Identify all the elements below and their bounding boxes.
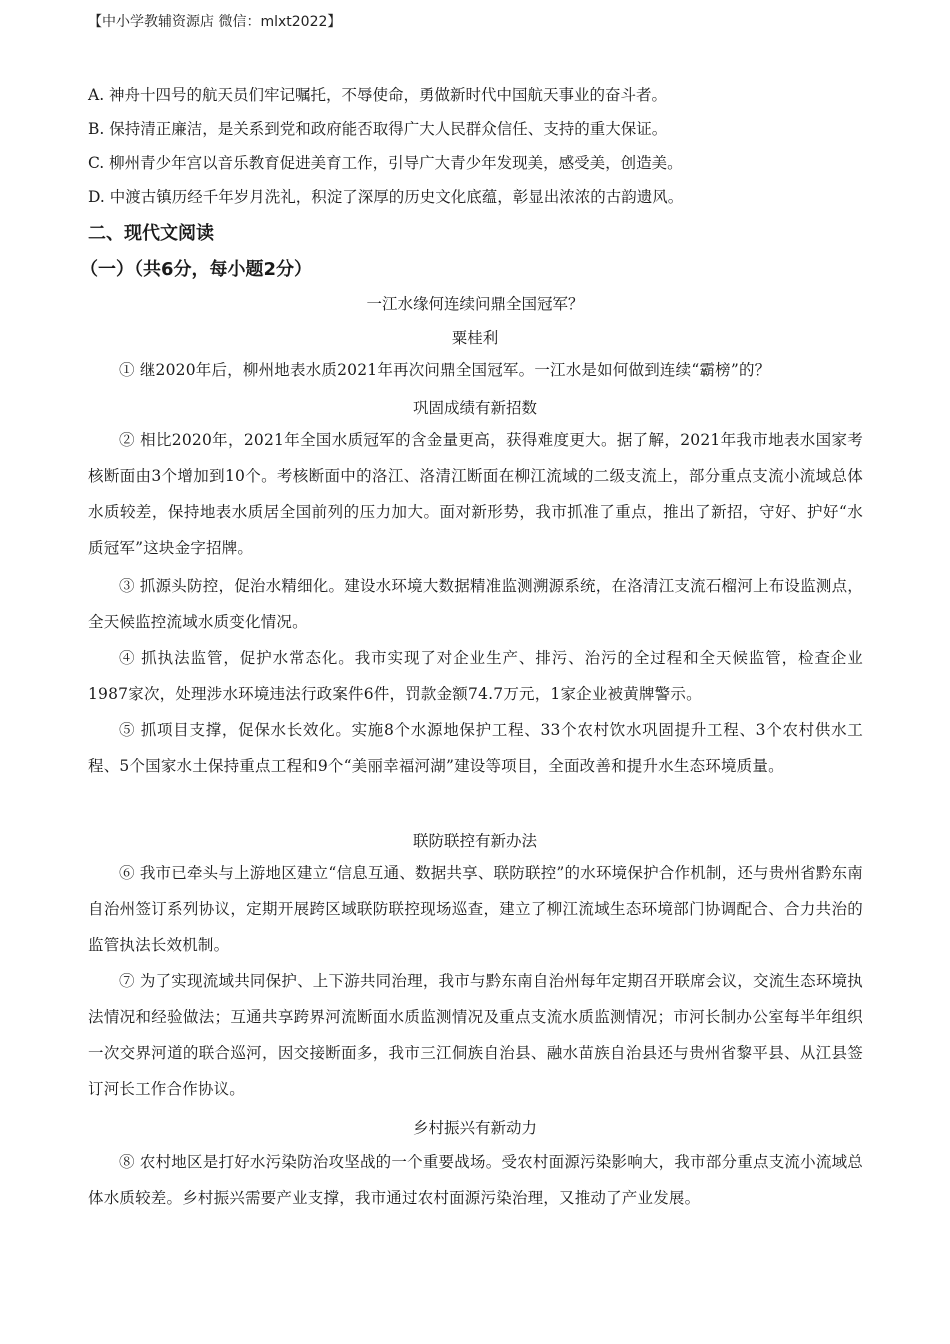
paragraph-3: ③ 抓源头防控，促治水精细化。建设水环境大数据精准监测溯源系统，在洛清江支流石榴河上布设监测点，全天候监控流域水质变化情况。 [88,577,863,631]
paragraph-2: ② 相比2020年，2021年全国水质冠军的含金量更高，获得难度更大。据了解，2021年我市地表水国家考核断面由3个增加到10个。考核断面中的洛江、洛清江断面在柳江流域的二级支流上，部分重点支流小流域总体水质较差，保持地表水质居全国前列的压力加大。面对新形势，我市抓准了重点，推出了新招，守好、护好“水质冠军”这块金字招牌。 [88,431,863,557]
option-d: D. 中渡古镇历经千年岁月洗礼，积淀了深厚的历史文化底蕴，彰显出浓浓的古韵遗风。 [88,188,684,206]
page-header: 【中小学教辅资源店 微信：mlxt2022】 [88,14,342,30]
article-title: 一江水缘何连续问鼎全国冠军？ [366,295,584,313]
paragraph-7: ⑦ 为了实现流域共同保护、上下游共同治理，我市与黔东南自治州每年定期召开联席会议，交流生态环境执法情况和经验做法；互通共享跨界河流断面水质监测情况及重点支流水质监测情况；市河长制办公室每半年组织一次交界河道的联合巡河，因交接断面多，我市三江侗族自治县、融水苗族自治县还与贵州省黎平县、从江县签订河长工作合作协议。 [88,972,863,1098]
paragraph-4: ④ 抓执法监管，促护水常态化。我市实现了对企业生产、排污、治污的全过程和全天候监管，检查企业1987家次，处理涉水环境违法行政案件6件，罚款金额74.7万元，1家企业被黄牌警示。 [88,649,863,703]
subsection-title: （一）（共6分，每小题2分） [80,259,313,280]
subheading-3: 乡村振兴有新动力 [412,1119,537,1137]
paragraph-6: ⑥ 我市已牵头与上游地区建立“信息互通、数据共享、联防联控”的水环境保护合作机制，还与贵州省黔东南自治州签订系列协议，定期开展跨区域联防联控现场巡查，建立了柳江流域生态环境部门协调配合、合力共治的监管执法长效机制。 [88,864,863,954]
paragraph-5: ⑤ 抓项目支撑，促保水长效化。实施8个水源地保护工程、33个农村饮水巩固提升工程、3个农村供水工程、5个国家水土保持重点工程和9个“美丽幸福河湖”建设等项目，全面改善和提升水生态环境质量。 [88,721,863,775]
option-c: C. 柳州青少年宫以音乐教育促进美育工作，引导广大青少年发现美，感受美，创造美。 [88,154,683,172]
option-a: A. 神舟十四号的航天员们牢记嘱托，不辱使命，勇做新时代中国航天事业的奋斗者。 [88,86,668,104]
subheading-2: 联防联控有新办法 [412,832,537,850]
option-b: B. 保持清正廉洁，是关系到党和政府能否取得广大人民群众信任、支持的重大保证。 [88,120,668,138]
paragraph-1: ① 继2020年后，柳州地表水质2021年再次问鼎全国冠军。一江水是如何做到连续“霸榜”的？ [119,361,771,379]
section-title: 二、现代文阅读 [88,223,214,244]
article-author: 粟桂利 [451,329,499,347]
paragraph-8: ⑧ 农村地区是打好水污染防治攻坚战的一个重要战场。受农村面源污染影响大，我市部分重点支流小流域总体水质较差。乡村振兴需要产业支撑，我市通过农村面源污染治理，又推动了产业发展。 [88,1153,863,1207]
subheading-1: 巩固成绩有新招数 [412,399,537,417]
